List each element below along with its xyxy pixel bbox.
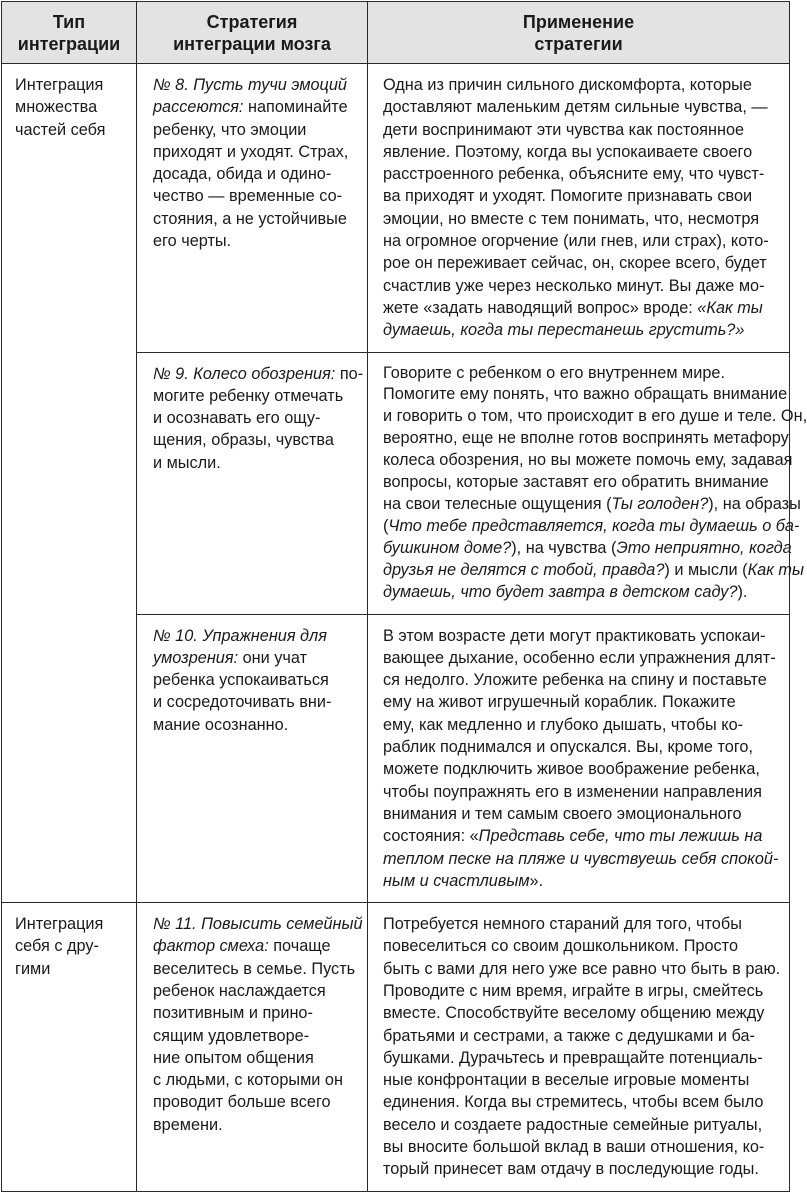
text-line: [383, 803, 777, 825]
text-line: [153, 1047, 355, 1069]
text-line: [383, 669, 777, 691]
text: повеселиться со своим дошкольником. Просто: [383, 937, 739, 956]
text-line: [383, 935, 777, 957]
header-brain-strategy: Стратегия интеграции мозга: [137, 2, 368, 64]
text-line: [383, 1158, 777, 1180]
text: Говорите с ребенком о его внутреннем мире.: [383, 363, 725, 382]
text-line: [383, 384, 788, 406]
text-line: [153, 185, 355, 207]
text: эмоции, но вместе с тем понимать, что, несмотря: [383, 209, 760, 228]
text-line: [383, 870, 777, 892]
application-cell: [368, 64, 790, 353]
text: бушками. Дурачьтесь и превращайте потенциаль-: [383, 1048, 763, 1067]
text-line: [153, 141, 355, 163]
text: на огромное огорчение (или гнев, или страх), кото-: [383, 232, 769, 251]
text-line: [153, 913, 363, 935]
text-line: [383, 494, 801, 516]
italic-text: «Как ты: [697, 298, 763, 317]
text-line: [153, 958, 355, 980]
text: Проводите с ним время, играйте в игры, смейтесь: [383, 981, 764, 1000]
text-line: [383, 297, 777, 319]
italic-text: Что тебе представляется, когда ты думаешь о ба-: [388, 516, 800, 535]
text: вместе. Способствуйте веселому общению между: [383, 1004, 765, 1023]
header-integration-type: Тип интеграции: [2, 2, 137, 64]
header-application: Применение стратегии: [368, 2, 790, 64]
text-line: [153, 96, 355, 118]
text: ние опытом общения: [153, 1048, 314, 1067]
strategy-cell: [137, 903, 368, 1192]
text: и осознавать его ощу-: [153, 409, 321, 428]
text-line: [153, 119, 355, 141]
text: раблик поднимался и опускался. Вы, кроме того,: [383, 738, 754, 757]
text: ему на живот игрушечный кораблик. Покажите: [383, 693, 736, 712]
italic-text: Представь себе, что ты лежишь на: [478, 827, 763, 846]
text-line: [153, 74, 355, 96]
text-line: [383, 736, 777, 758]
text: ребенка успокаиваться: [153, 671, 329, 690]
text: ва приходят и уходят. Помогите признавать свои: [383, 187, 753, 206]
text-line: [383, 714, 777, 736]
text: братьями и сестрами, а также с дедушками и ба-: [383, 1026, 755, 1045]
italic-text: ным и счастливым: [383, 871, 530, 890]
italic-text: рассеются:: [153, 98, 244, 117]
text: стояния, а не устойчивые: [153, 209, 347, 228]
text-line: [153, 429, 355, 451]
text: позитивным и прино-: [153, 1004, 313, 1023]
text-line: [383, 1069, 777, 1091]
italic-text: думаешь, что будет завтра в детском саду?: [383, 582, 738, 601]
text-line: [383, 406, 807, 428]
italic-text: № 11. Повысить семейный: [153, 915, 363, 934]
text-line: [383, 119, 777, 141]
italic-text: Это неприятно, когда: [616, 538, 792, 557]
text: мание осознанно.: [153, 715, 289, 734]
strategies-table: [1, 1, 807, 1192]
text: и мысли.: [153, 453, 221, 472]
text: вероятно, еще не вполне готов воспринять метафору: [383, 429, 789, 448]
text: чтобы поупражнять его в изменении направления: [383, 782, 762, 801]
text: ), на образы: [708, 495, 801, 513]
text: с людьми, с которыми он: [153, 1071, 343, 1090]
text: досада, обида и одино-: [153, 165, 332, 184]
text-line: [383, 781, 777, 803]
text-line: [383, 208, 777, 230]
text-line: [383, 913, 777, 935]
text: проводит больше всего: [153, 1093, 331, 1112]
text-line: [383, 275, 777, 297]
text-line: [383, 319, 777, 341]
header-row: [2, 2, 790, 64]
text-line: [153, 669, 355, 691]
italic-text: друзья не делятся с тобой, правда?: [383, 560, 665, 579]
text: В этом возрасте дети могут практиковать успокаи-: [383, 626, 766, 645]
text-line: [383, 1047, 777, 1069]
text-line: [153, 647, 355, 669]
text: Потребуется немного стараний для того, чтобы: [383, 915, 742, 934]
text: ему, как медленно и глубоко дышать, чтобы ко-: [383, 715, 744, 734]
text-line: [383, 848, 777, 870]
text: единения. Когда вы стремитесь, чтобы всем было: [383, 1093, 764, 1112]
strategy-cell: [137, 64, 368, 353]
text: веселитесь в семье. Пусть: [153, 959, 356, 978]
text-line: [383, 538, 792, 560]
text-line: [153, 208, 355, 230]
application-cell: [368, 614, 790, 903]
text-line: [383, 1002, 777, 1024]
text: ».: [529, 871, 544, 890]
text-line: [153, 1114, 355, 1136]
text-line: [153, 163, 355, 185]
text: расстроенного ребенка, объясните ему, что чувст-: [383, 165, 765, 184]
text: и сосредоточивать вни-: [153, 693, 332, 712]
text-line: [383, 1136, 777, 1158]
text: дети воспринимают эти чувства как постоянное: [383, 120, 745, 139]
text: чество — временные со-: [153, 187, 343, 206]
table-row: [2, 903, 790, 1192]
text-line: [383, 691, 777, 713]
text: напоминайте: [243, 98, 348, 117]
italic-text: № 9. Колесо обозрения:: [153, 364, 336, 383]
text-line: [383, 1114, 777, 1136]
text: времени.: [153, 1115, 223, 1134]
text: по-: [335, 364, 364, 383]
text: приходят и уходят. Страх,: [153, 142, 349, 161]
application-cell: [368, 903, 790, 1192]
strategy-cell: [137, 352, 368, 614]
text: счастлив уже через несколько минут. Вы даже мо-: [383, 276, 765, 295]
text-line: [383, 472, 777, 494]
text: сящим удовлетворе-: [153, 1026, 310, 1045]
text-line: [383, 74, 777, 96]
text: почаще: [268, 937, 331, 956]
text-line: [383, 625, 777, 647]
text-line: [153, 935, 355, 957]
italic-text: думаешь, когда ты перестанешь грустить?»: [383, 321, 745, 340]
text-line: [153, 1025, 355, 1047]
text: (: [383, 516, 389, 535]
italic-text: бушкином доме?: [383, 538, 512, 557]
integration-type-cell: Интеграция множества частей себя: [2, 64, 137, 903]
text-line: [153, 980, 355, 1002]
italic-text: фактор смеха:: [153, 937, 269, 956]
text: жете «задать наводящий вопрос» вроде:: [383, 298, 698, 317]
italic-text: № 10. Упражнения для: [153, 626, 327, 645]
text-line: [153, 714, 355, 736]
text: его черты.: [153, 232, 232, 251]
italic-text: умозрения:: [153, 648, 239, 667]
italic-text: теплом песке на пляже и чувствуешь себя спокой-: [383, 849, 779, 868]
text: торый принесет вам отдачу в последующие годы.: [383, 1160, 759, 1179]
text: состояния: «: [383, 827, 479, 846]
text-line: [383, 560, 804, 582]
text: ся недолго. Уложите ребенка на спину и поставьте: [383, 671, 767, 690]
text-line: [383, 516, 800, 538]
text: ).: [737, 582, 748, 601]
text-line: [153, 452, 355, 474]
table-row: [2, 64, 790, 353]
text-line: [383, 185, 777, 207]
text-line: [153, 407, 355, 429]
text-line: [383, 958, 781, 980]
text: могите ребенку отмечать: [153, 386, 344, 405]
text-line: [153, 230, 355, 252]
text: ные конфронтации в веселые игровые моменты: [383, 1071, 750, 1090]
text: Помогите ему понять, что важно обращать внимание: [383, 385, 788, 404]
text: и говорить о том, что происходит в его душе и теле. Он,: [383, 407, 807, 426]
text-line: [153, 1091, 355, 1113]
text: быть с вами для него уже все равно что быть в раю.: [383, 959, 781, 978]
italic-text: Ты голоден?: [611, 495, 709, 513]
text: доставляют маленьким детям сильные чувства, —: [383, 98, 768, 117]
text-line: [383, 647, 777, 669]
text: вы вносите большой вклад в ваши отношения, ко-: [383, 1138, 765, 1157]
text: весело и создаете радостные семейные ритуалы,: [383, 1115, 763, 1134]
text-line: [153, 691, 355, 713]
text-line: [383, 252, 777, 274]
text-line: [383, 980, 777, 1002]
text-line: [383, 363, 777, 385]
text: колеса обозрения, но вы можете помочь ему, задавая: [383, 451, 793, 470]
text-line: [153, 625, 355, 647]
text-line: [383, 230, 777, 252]
text-line: [383, 758, 777, 780]
text: внимания и тем самым своего эмоционального: [383, 804, 742, 823]
text: ребенку, что эмоции: [153, 120, 307, 139]
text-line: [153, 1069, 355, 1091]
text: на свои телесные ощущения (: [383, 495, 612, 513]
integration-type-cell: Интеграция себя с дру- гими: [2, 903, 137, 1192]
text-line: [383, 1091, 777, 1113]
text: щения, образы, чувства: [153, 431, 334, 450]
italic-text: № 8. Пусть тучи эмоций: [153, 76, 347, 94]
italic-text: Как ты: [747, 560, 804, 579]
text: ) и мысли (: [664, 560, 748, 579]
text: Одна из причин сильного дискомфорта, которые: [383, 76, 752, 94]
text-line: [383, 163, 777, 185]
text: ), на чувства (: [511, 538, 617, 557]
text-line: [153, 363, 364, 385]
text-line: [383, 582, 777, 604]
text-line: [383, 825, 777, 847]
text-line: [383, 96, 777, 118]
text: можете подключить живое воображение ребенка,: [383, 760, 760, 779]
text: вающее дыхание, особенно если упражнения длят-: [383, 648, 776, 667]
text-line: [383, 450, 793, 472]
text: рое он переживает сейчас, он, скорее всего, будет: [383, 254, 767, 273]
text-line: [383, 1025, 777, 1047]
text-line: [383, 141, 777, 163]
text-line: [383, 428, 789, 450]
text: они учат: [238, 648, 308, 667]
strategy-cell: [137, 614, 368, 903]
text: явление. Поэтому, когда вы успокаиваете своего: [383, 142, 753, 161]
text-line: [153, 385, 355, 407]
text: вопросы, которые заставят его обратить внимание: [383, 473, 769, 492]
text: ребенок наслаждается: [153, 981, 326, 1000]
text-line: [153, 1002, 355, 1024]
application-cell: [368, 352, 807, 614]
